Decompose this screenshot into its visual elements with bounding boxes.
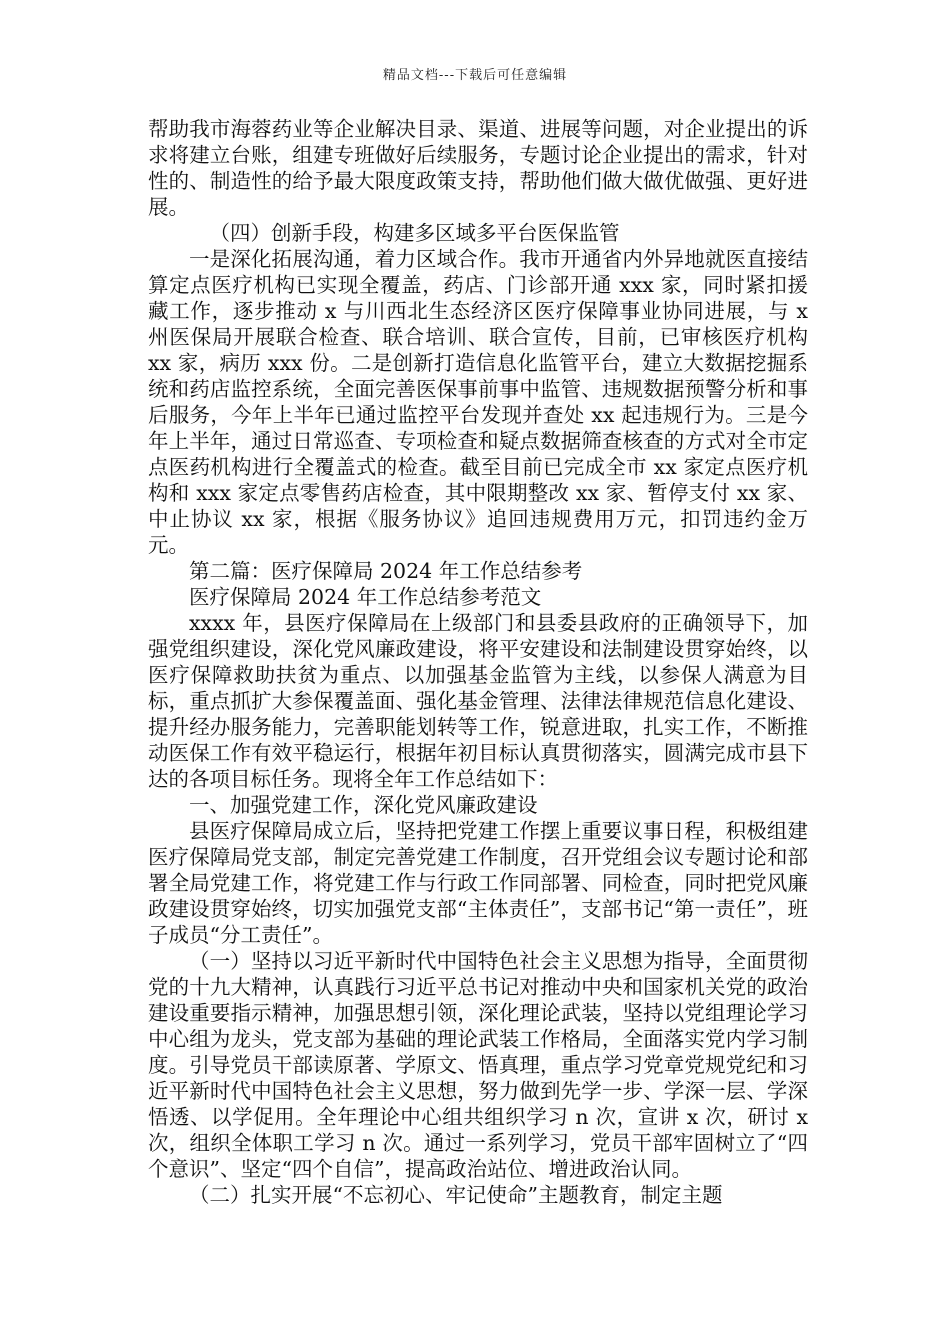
paragraph: 县医疗保障局成立后，坚持把党建工作摆上重要议事日程，积极组建医疗保障局党支部，制定完善党建工作制度，召开党组会议专题讨论和部署全局党建工作，将党建工作与行政工作同部署、同检查，同时把党风廉政建设贯穿始终，切实加强党支部“主体责任”，支部书记“第一责任”，班子成员“分工责任”。	[148, 819, 808, 947]
paragraph: xxxx 年，县医疗保障局在上级部门和县委县政府的正确领导下，加强党组织建设，深化党风廉政建设，将平安建设和法制建设贯穿始终，以医疗保障救助扶贫为重点、以加强基金监管为主线，以参保人满意为目标，重点抓扩大参保覆盖面、强化基金管理、法律法律规范信息化建设、提升经办服务能力，完善职能划转等工作，锐意进取，扎实工作，不断推动医保工作有效平稳运行，根据年初目标认真贯彻落实，圆满完成市县下达的各项目标任务。现将全年工作总结如下：	[148, 611, 808, 791]
paragraph: （二）扎实开展“不忘初心、牢记使命”主题教育，制定主题	[189, 1183, 723, 1207]
document-title: 医疗保障局 2024 年工作总结参考范文	[189, 585, 542, 609]
paragraph: （一）坚持以习近平新时代中国特色社会主义思想为指导，全面贯彻党的十九大精神，认真践行习近平总书记对推动中央和国家机关党的政治建设重要指示精神，加强思想引领，深化理论武装，坚持以党组理论学习中心组为龙头，党支部为基础的理论武装工作格局，全面落实党内学习制度。引导党员干部读原著、学原文、悟真理，重点学习党章党规党纪和习近平新时代中国特色社会主义思想，努力做到先学一步、学深一层、学深悟透、以学促用。全年理论中心组共组织学习 n 次，宣讲 x 次，研讨 x 次，组织全体职工学习 n 次。通过一系列学习，党员干部牢固树立了“四个意识”、坚定“四个自信”，提高政治站位、增进政治认同。	[148, 949, 808, 1181]
document-body	[148, 116, 808, 1208]
paragraph: 一是深化拓展沟通，着力区域合作。我市开通省内外异地就医直接结算定点医疗机构已实现全覆盖，药店、门诊部开通 xxx 家，同时紧扣援藏工作，逐步推动 x 与川西北生态经济区医疗保障事业协同进展，与 x 州医保局开展联合检查、联合培训、联合宣传，目前，已审核医疗机构 xx 家，病历 xxx 份。二是创新打造信息化监管平台，建立大数据挖掘系统和药店监控系统，全面完善医保事前事中监管、违规数据预警分析和事后服务，今年上半年已通过监控平台发现并查处 xx 起违规行为。三是今年上半年，通过日常巡查、专项检查和疑点数据筛查核查的方式对全市定点医药机构进行全覆盖式的检查。截至目前已完成全市 xx 家定点医疗机构和 xxx 家定点零售药店检查，其中限期整改 xx 家、暂停支付 xx 家、中止协议 xx 家，根据《服务协议》追回违规费用万元，扣罚违约金万元。	[148, 247, 808, 557]
paragraph-intro: 帮助我市海蓉药业等企业解决目录、渠道、进展等问题，对企业提出的诉求将建立台账，组建专班做好后续服务，专题讨论企业提出的需求，针对性的、制造性的给予最大限度政策支持，帮助他们做大做优做强、更好进展。	[148, 117, 808, 219]
chapter-title: 第二篇：医疗保障局 2024 年工作总结参考	[189, 559, 583, 583]
section-heading-4: （四）创新手段，构建多区域多平台医保监管	[209, 221, 620, 245]
page-header: 精品文档---下载后可任意编辑	[382, 68, 568, 83]
section-heading-1: 一、加强党建工作，深化党风廉政建设	[189, 793, 538, 817]
